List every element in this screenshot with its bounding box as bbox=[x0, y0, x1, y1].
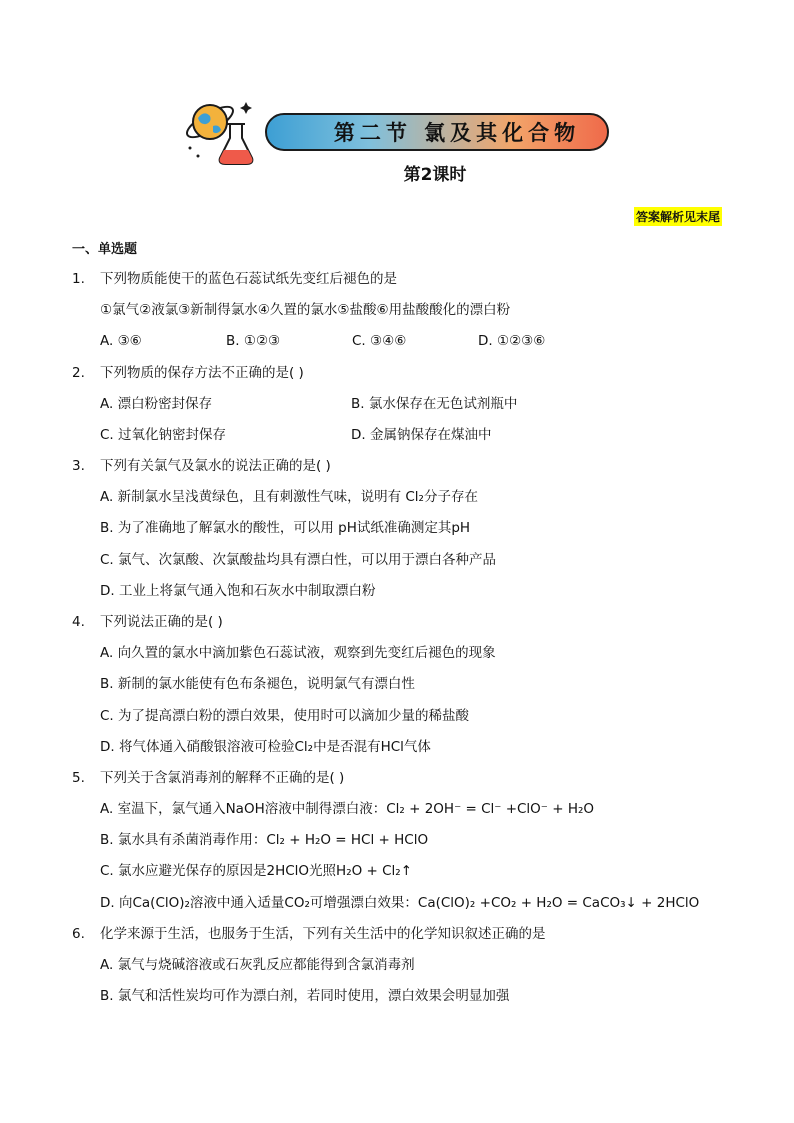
section-heading: 一、单选题 bbox=[72, 242, 138, 257]
lesson-subtitle: 第2课时 bbox=[403, 165, 467, 185]
question-stem: 下列物质的保存方法不正确的是( ) bbox=[100, 365, 304, 381]
option-a[interactable]: A. 漂白粉密封保存 bbox=[100, 396, 213, 412]
question-1-items: ①氯气②液氯③新制得氯水④久置的氯水⑤盐酸⑥用盐酸酸化的漂白粉 bbox=[100, 302, 511, 318]
option-d[interactable]: D. ①②③⑥ bbox=[478, 333, 546, 349]
option-d[interactable]: D. 工业上将氯气通入饱和石灰水中制取漂白粉 bbox=[100, 583, 376, 599]
option-d[interactable]: D. 向Ca(ClO)₂溶液中通入适量CO₂可增强漂白效果：Ca(ClO)₂ +CO₂ + H₂O = CaCO₃↓ + 2HClO bbox=[100, 895, 700, 911]
question-number: 1. bbox=[72, 271, 85, 287]
option-b[interactable]: B. 氯气和活性炭均可作为漂白剂，若同时使用，漂白效果会明显加强 bbox=[100, 988, 510, 1004]
option-c[interactable]: C. 为了提高漂白粉的漂白效果，使用时可以滴加少量的稀盐酸 bbox=[100, 708, 470, 724]
answer-note-badge: 答案解析见末尾 bbox=[634, 207, 722, 226]
option-b[interactable]: B. 氯水具有杀菌消毒作用：Cl₂ + H₂O = HCl + HClO bbox=[100, 832, 429, 848]
question-1-options bbox=[100, 332, 604, 350]
option-b[interactable]: B. 新制的氯水能使有色布条褪色，说明氯气有漂白性 bbox=[100, 676, 415, 692]
option-d[interactable]: D. 将气体通入硝酸银溶液可检验Cl₂中是否混有HCl气体 bbox=[100, 739, 431, 755]
page-title: 第二节 氯及其化合物 bbox=[333, 120, 581, 145]
question-stem: 下列关于含氯消毒剂的解释不正确的是( ) bbox=[100, 770, 345, 786]
question-number: 3. bbox=[72, 458, 85, 474]
option-b[interactable]: B. ①②③ bbox=[226, 333, 281, 349]
option-a[interactable]: A. ③⑥ bbox=[100, 333, 142, 349]
option-d[interactable]: D. 金属钠保存在煤油中 bbox=[351, 427, 492, 443]
question-stem: 下列物质能使干的蓝色石蕊试纸先变红后褪色的是 bbox=[100, 271, 397, 287]
question-stem: 下列有关氯气及氯水的说法正确的是( ) bbox=[100, 458, 331, 474]
question-2-options-row-1 bbox=[100, 395, 602, 413]
question-number: 2. bbox=[72, 365, 85, 381]
chemistry-logo-icon bbox=[180, 96, 260, 168]
option-a[interactable]: A. 氯气与烧碱溶液或石灰乳反应都能得到含氯消毒剂 bbox=[100, 957, 415, 973]
option-a[interactable]: A. 新制氯水呈浅黄绿色，且有刺激性气味，说明有 Cl₂分子存在 bbox=[100, 489, 478, 505]
title-banner bbox=[265, 113, 609, 151]
option-c[interactable]: C. ③④⑥ bbox=[352, 333, 407, 349]
option-b[interactable]: B. 为了准确地了解氯水的酸性，可以用 pH试纸准确测定其pH bbox=[100, 520, 471, 536]
option-b[interactable]: B. 氯水保存在无色试剂瓶中 bbox=[351, 396, 518, 412]
question-2-options-row-2 bbox=[100, 426, 602, 444]
option-a[interactable]: A. 向久置的氯水中滴加紫色石蕊试液，观察到先变红后褪色的现象 bbox=[100, 645, 496, 661]
option-c[interactable]: C. 氯气、次氯酸、次氯酸盐均具有漂白性，可以用于漂白各种产品 bbox=[100, 552, 497, 568]
question-number: 4. bbox=[72, 614, 85, 630]
question-stem: 下列说法正确的是( ) bbox=[100, 614, 223, 630]
question-number: 6. bbox=[72, 926, 85, 942]
option-c[interactable]: C. 过氧化钠密封保存 bbox=[100, 427, 227, 443]
option-c[interactable]: C. 氯水应避光保存的原因是2HClO光照H₂O + Cl₂↑ bbox=[100, 863, 413, 879]
question-number: 5. bbox=[72, 770, 85, 786]
question-stem: 化学来源于生活，也服务于生活，下列有关生活中的化学知识叙述正确的是 bbox=[100, 926, 546, 942]
option-a[interactable]: A. 室温下，氯气通入NaOH溶液中制得漂白液：Cl₂ + 2OH⁻ = Cl⁻ +ClO⁻ + H₂O bbox=[100, 801, 595, 817]
